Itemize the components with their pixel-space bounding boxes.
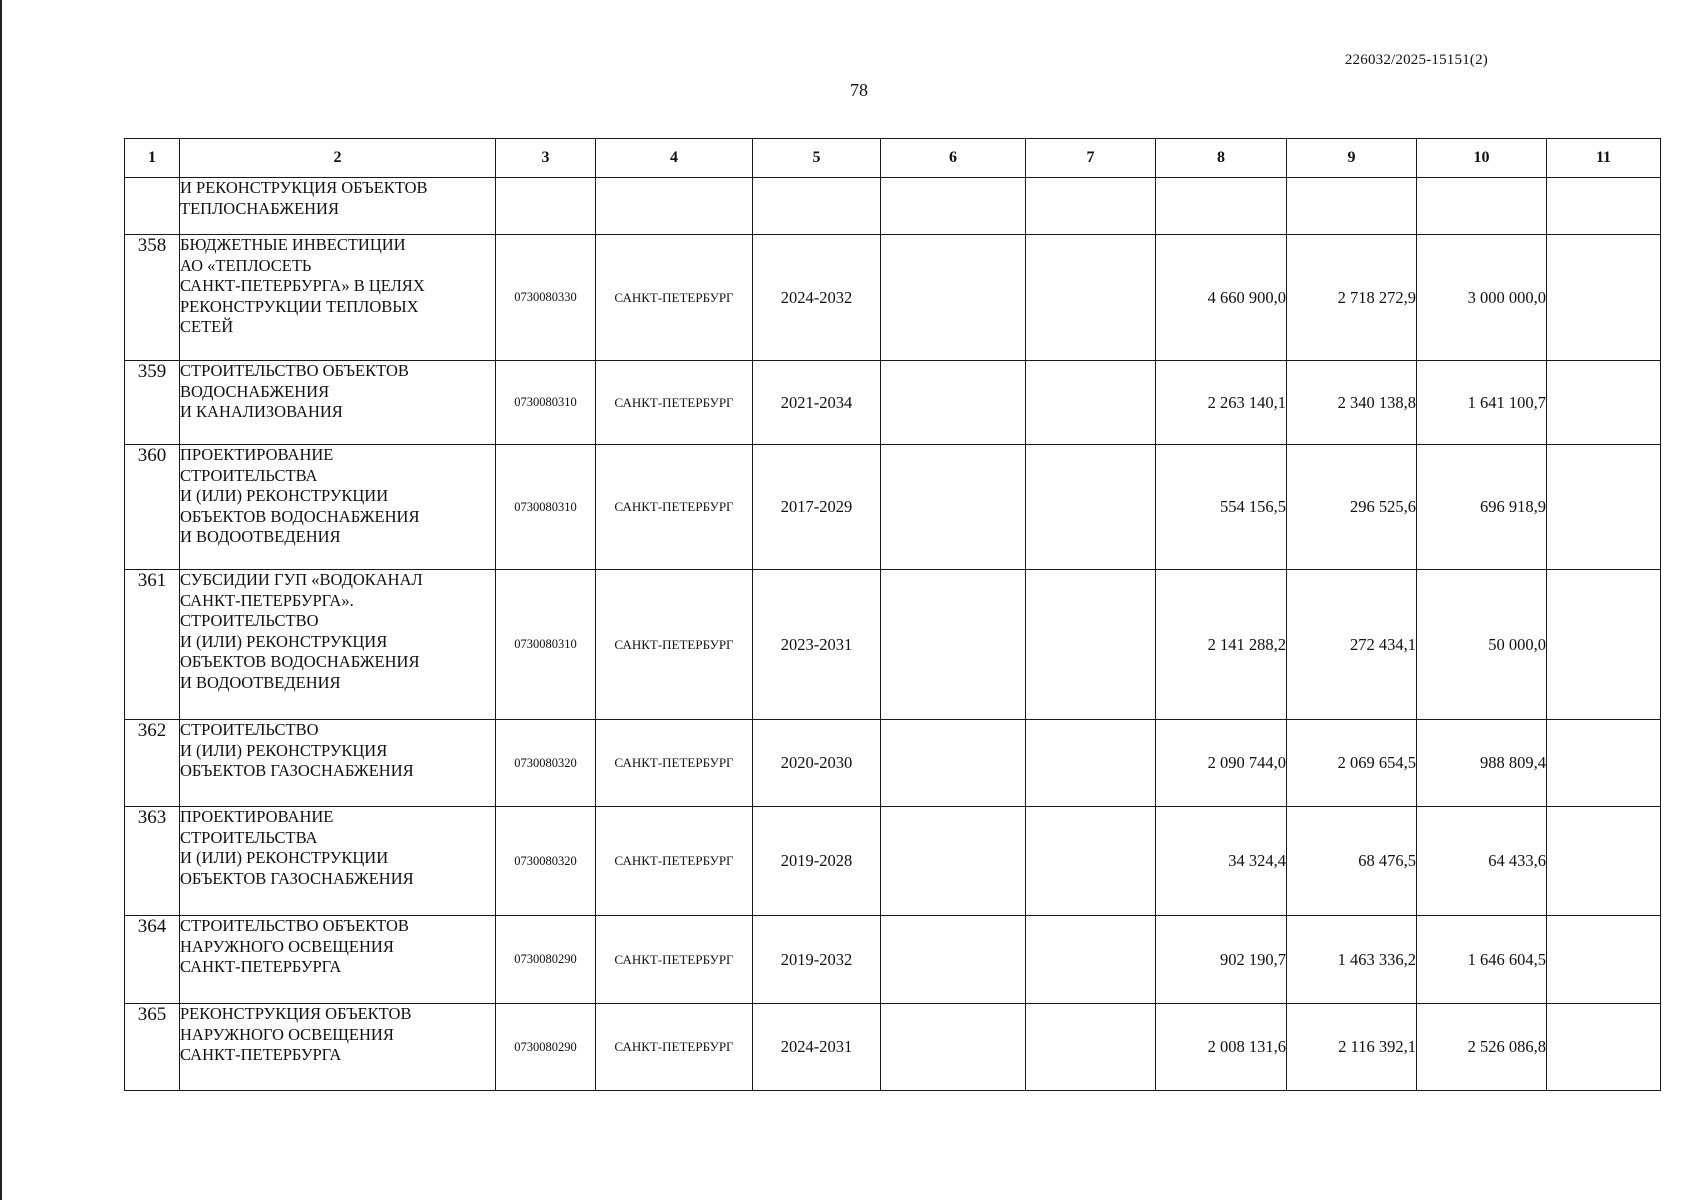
cell-col-11 bbox=[1547, 361, 1661, 445]
cell-row-number: 361 bbox=[125, 570, 180, 720]
cell-col-9: 2 718 272,9 bbox=[1287, 235, 1417, 361]
cell-years: 2023-2031 bbox=[753, 570, 881, 720]
cell-years: 2019-2032 bbox=[753, 916, 881, 1004]
cell-col-10: 2 526 086,8 bbox=[1417, 1004, 1547, 1091]
cell-name: ПРОЕКТИРОВАНИЕ СТРОИТЕЛЬСТВА И (ИЛИ) РЕКОНСТРУКЦИИ ОБЪЕКТОВ ГАЗОСНАБЖЕНИЯ bbox=[180, 807, 496, 916]
cell-col-8: 34 324,4 bbox=[1156, 807, 1287, 916]
cell-code: 0730080310 bbox=[496, 445, 596, 570]
column-header: 9 bbox=[1287, 139, 1417, 178]
cell-empty bbox=[496, 178, 596, 235]
cell-col-7 bbox=[1026, 445, 1156, 570]
continuation-row bbox=[125, 178, 1661, 235]
cell-code: 0730080330 bbox=[496, 235, 596, 361]
cell-col-11 bbox=[1547, 445, 1661, 570]
cell-col-9: 296 525,6 bbox=[1287, 445, 1417, 570]
cell-name: И РЕКОНСТРУКЦИЯ ОБЪЕКТОВ ТЕПЛОСНАБЖЕНИЯ bbox=[180, 178, 496, 235]
cell-col-11 bbox=[1547, 807, 1661, 916]
cell-col-9: 2 340 138,8 bbox=[1287, 361, 1417, 445]
cell-years: 2024-2031 bbox=[753, 1004, 881, 1091]
cell-empty bbox=[753, 178, 881, 235]
table-row bbox=[125, 235, 1661, 361]
cell-col-9: 272 434,1 bbox=[1287, 570, 1417, 720]
cell-col-9: 2 116 392,1 bbox=[1287, 1004, 1417, 1091]
cell-col-10: 3 000 000,0 bbox=[1417, 235, 1547, 361]
cell-name: СТРОИТЕЛЬСТВО ОБЪЕКТОВ НАРУЖНОГО ОСВЕЩЕНИЯ САНКТ-ПЕТЕРБУРГА bbox=[180, 916, 496, 1004]
cell-col-6 bbox=[881, 1004, 1026, 1091]
table-row bbox=[125, 720, 1661, 807]
page-number: 78 bbox=[850, 80, 868, 100]
cell-name: БЮДЖЕТНЫЕ ИНВЕСТИЦИИ АО «ТЕПЛОСЕТЬ САНКТ-ПЕТЕРБУРГА» В ЦЕЛЯХ РЕКОНСТРУКЦИИ ТЕПЛОВЫХ СЕТЕЙ bbox=[180, 235, 496, 361]
cell-empty bbox=[1417, 178, 1547, 235]
column-header: 1 bbox=[125, 139, 180, 178]
column-header: 7 bbox=[1026, 139, 1156, 178]
cell-col-6 bbox=[881, 720, 1026, 807]
cell-col-7 bbox=[1026, 720, 1156, 807]
cell-years: 2021-2034 bbox=[753, 361, 881, 445]
cell-code: 0730080290 bbox=[496, 1004, 596, 1091]
cell-col-6 bbox=[881, 445, 1026, 570]
cell-col-6 bbox=[881, 361, 1026, 445]
cell-col-7 bbox=[1026, 807, 1156, 916]
cell-empty bbox=[1026, 178, 1156, 235]
cell-code: 0730080320 bbox=[496, 807, 596, 916]
column-header: 4 bbox=[596, 139, 753, 178]
cell-col-11 bbox=[1547, 570, 1661, 720]
cell-row-number: 365 bbox=[125, 1004, 180, 1091]
cell-col-8: 2 141 288,2 bbox=[1156, 570, 1287, 720]
table-row bbox=[125, 1004, 1661, 1091]
cell-col-7 bbox=[1026, 235, 1156, 361]
cell-empty bbox=[881, 178, 1026, 235]
cell-col-8: 4 660 900,0 bbox=[1156, 235, 1287, 361]
column-header: 3 bbox=[496, 139, 596, 178]
table-row bbox=[125, 445, 1661, 570]
cell-code: 0730080310 bbox=[496, 570, 596, 720]
cell-name: ПРОЕКТИРОВАНИЕ СТРОИТЕЛЬСТВА И (ИЛИ) РЕКОНСТРУКЦИИ ОБЪЕКТОВ ВОДОСНАБЖЕНИЯ И ВОДООТВЕДЕНИЯ bbox=[180, 445, 496, 570]
column-header: 10 bbox=[1417, 139, 1547, 178]
cell-name: СТРОИТЕЛЬСТВО ОБЪЕКТОВ ВОДОСНАБЖЕНИЯ И КАНАЛИЗОВАНИЯ bbox=[180, 361, 496, 445]
table-row bbox=[125, 361, 1661, 445]
column-header: 5 bbox=[753, 139, 881, 178]
cell-name: РЕКОНСТРУКЦИЯ ОБЪЕКТОВ НАРУЖНОГО ОСВЕЩЕНИЯ САНКТ-ПЕТЕРБУРГА bbox=[180, 1004, 496, 1091]
cell-empty bbox=[596, 178, 753, 235]
budget-table bbox=[124, 138, 1661, 1091]
cell-col-7 bbox=[1026, 1004, 1156, 1091]
cell-col-9: 2 069 654,5 bbox=[1287, 720, 1417, 807]
cell-col-10: 50 000,0 bbox=[1417, 570, 1547, 720]
document-id: 226032/2025-15151(2) bbox=[1344, 52, 1488, 68]
cell-row-number: 360 bbox=[125, 445, 180, 570]
cell-row-number: 362 bbox=[125, 720, 180, 807]
cell-empty bbox=[1156, 178, 1287, 235]
cell-col-7 bbox=[1026, 570, 1156, 720]
cell-name: СУБСИДИИ ГУП «ВОДОКАНАЛ САНКТ-ПЕТЕРБУРГА». СТРОИТЕЛЬСТВО И (ИЛИ) РЕКОНСТРУКЦИЯ ОБЪЕКТОВ ВОДОСНАБЖЕНИЯ И ВОДООТВЕДЕНИЯ bbox=[180, 570, 496, 720]
cell-code: 0730080320 bbox=[496, 720, 596, 807]
cell-place: САНКТ-ПЕТЕРБУРГ bbox=[596, 720, 753, 807]
cell-col-8: 2 008 131,6 bbox=[1156, 1004, 1287, 1091]
cell-col-7 bbox=[1026, 361, 1156, 445]
cell-col-9: 1 463 336,2 bbox=[1287, 916, 1417, 1004]
cell-row-number: 364 bbox=[125, 916, 180, 1004]
cell-code: 0730080290 bbox=[496, 916, 596, 1004]
cell-col-10: 1 646 604,5 bbox=[1417, 916, 1547, 1004]
cell-row-number: 359 bbox=[125, 361, 180, 445]
cell-col-6 bbox=[881, 235, 1026, 361]
header-row bbox=[125, 139, 1661, 178]
cell-place: САНКТ-ПЕТЕРБУРГ bbox=[596, 1004, 753, 1091]
cell-place: САНКТ-ПЕТЕРБУРГ bbox=[596, 570, 753, 720]
cell-col-10: 64 433,6 bbox=[1417, 807, 1547, 916]
cell-years: 2019-2028 bbox=[753, 807, 881, 916]
cell-col-10: 696 918,9 bbox=[1417, 445, 1547, 570]
cell-place: САНКТ-ПЕТЕРБУРГ bbox=[596, 916, 753, 1004]
cell-col-8: 554 156,5 bbox=[1156, 445, 1287, 570]
cell-col-6 bbox=[881, 916, 1026, 1004]
scan-edge bbox=[0, 0, 2, 1200]
cell-col-9: 68 476,5 bbox=[1287, 807, 1417, 916]
cell-empty bbox=[125, 178, 180, 235]
cell-col-11 bbox=[1547, 235, 1661, 361]
table-row bbox=[125, 807, 1661, 916]
cell-place: САНКТ-ПЕТЕРБУРГ bbox=[596, 807, 753, 916]
table-row bbox=[125, 916, 1661, 1004]
cell-col-11 bbox=[1547, 720, 1661, 807]
cell-years: 2020-2030 bbox=[753, 720, 881, 807]
cell-code: 0730080310 bbox=[496, 361, 596, 445]
column-header: 8 bbox=[1156, 139, 1287, 178]
cell-row-number: 363 bbox=[125, 807, 180, 916]
column-header: 11 bbox=[1547, 139, 1661, 178]
cell-place: САНКТ-ПЕТЕРБУРГ bbox=[596, 235, 753, 361]
cell-row-number: 358 bbox=[125, 235, 180, 361]
cell-place: САНКТ-ПЕТЕРБУРГ bbox=[596, 361, 753, 445]
cell-place: САНКТ-ПЕТЕРБУРГ bbox=[596, 445, 753, 570]
cell-col-6 bbox=[881, 570, 1026, 720]
cell-empty bbox=[1547, 178, 1661, 235]
cell-col-8: 902 190,7 bbox=[1156, 916, 1287, 1004]
column-header: 6 bbox=[881, 139, 1026, 178]
cell-col-8: 2 090 744,0 bbox=[1156, 720, 1287, 807]
cell-col-8: 2 263 140,1 bbox=[1156, 361, 1287, 445]
cell-empty bbox=[1287, 178, 1417, 235]
column-header: 2 bbox=[180, 139, 496, 178]
cell-name: СТРОИТЕЛЬСТВО И (ИЛИ) РЕКОНСТРУКЦИЯ ОБЪЕКТОВ ГАЗОСНАБЖЕНИЯ bbox=[180, 720, 496, 807]
cell-col-10: 1 641 100,7 bbox=[1417, 361, 1547, 445]
cell-col-11 bbox=[1547, 1004, 1661, 1091]
cell-years: 2024-2032 bbox=[753, 235, 881, 361]
table-row bbox=[125, 570, 1661, 720]
cell-col-11 bbox=[1547, 916, 1661, 1004]
cell-col-7 bbox=[1026, 916, 1156, 1004]
cell-col-6 bbox=[881, 807, 1026, 916]
cell-col-10: 988 809,4 bbox=[1417, 720, 1547, 807]
cell-years: 2017-2029 bbox=[753, 445, 881, 570]
